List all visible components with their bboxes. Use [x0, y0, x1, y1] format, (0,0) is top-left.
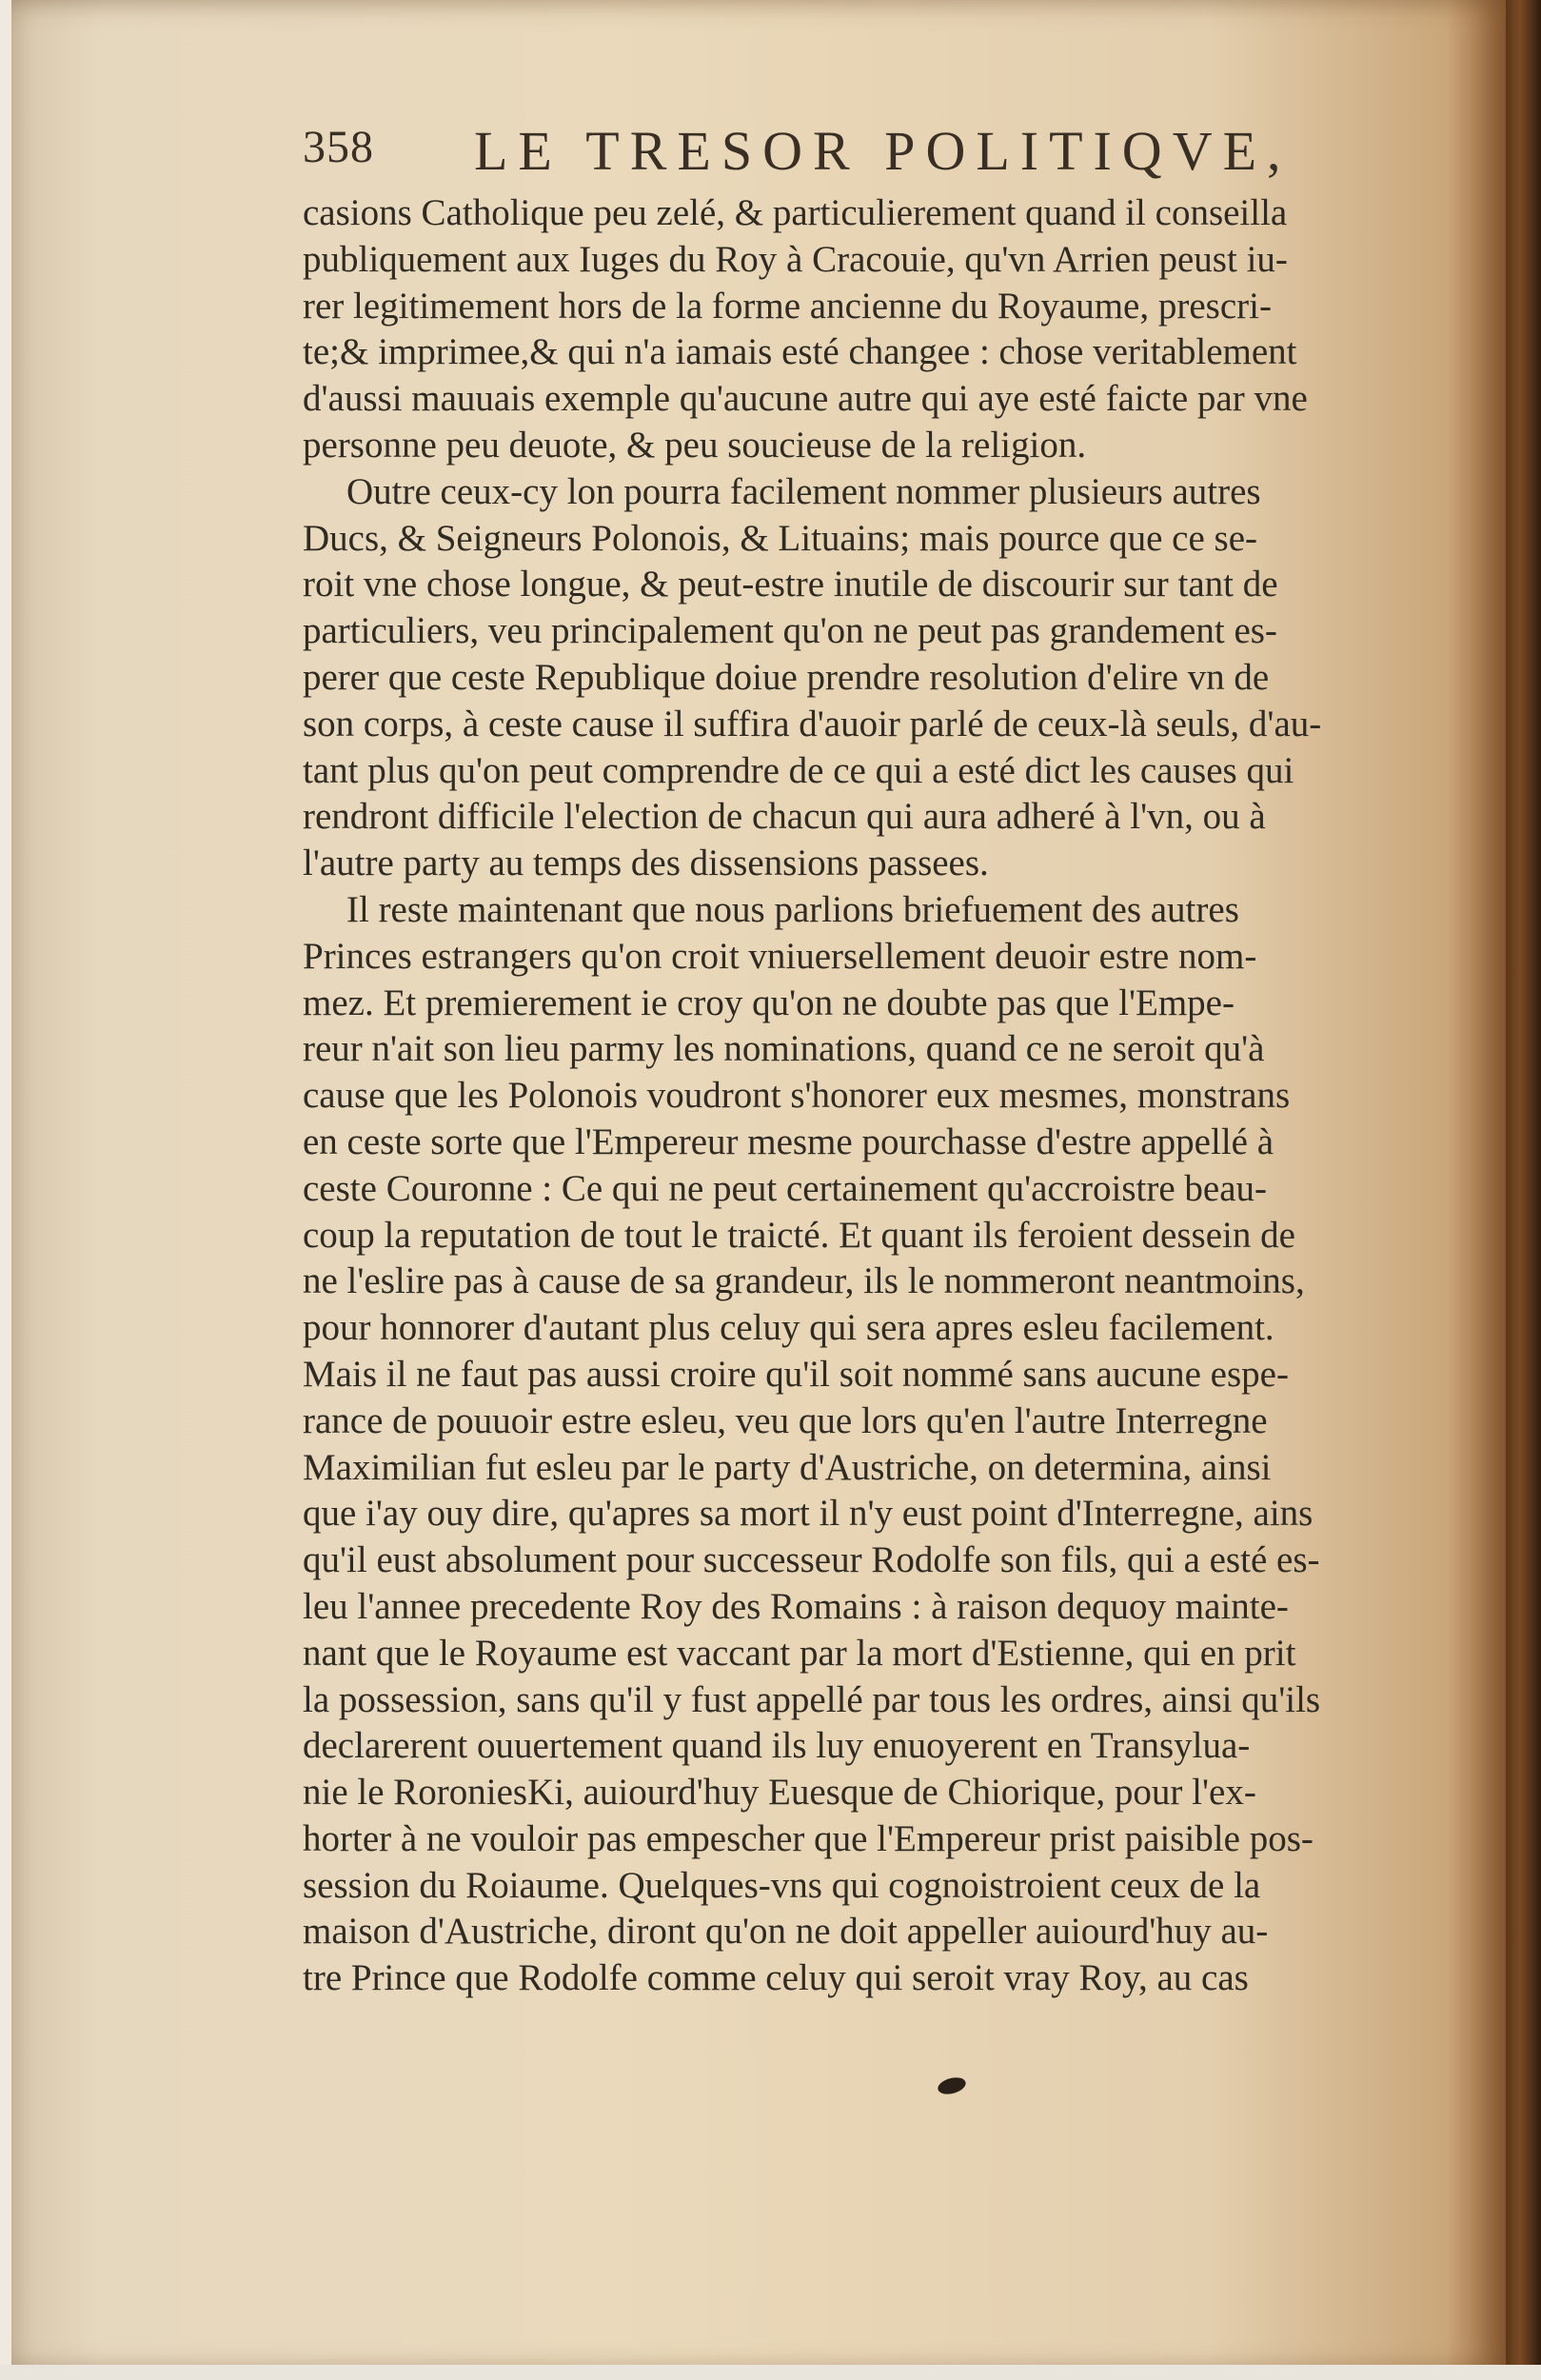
text-line: session du Roiaume. Quelques-vns qui cognoistroient ceux de la: [303, 1864, 1261, 1906]
text-line: personne peu deuote, & peu soucieuse de la religion.: [303, 424, 1087, 466]
page-number: 358: [303, 122, 374, 172]
book-spine: [1506, 0, 1541, 2380]
text-line: horter à ne vouloir pas empescher que l'Empereur prist paisible pos-: [303, 1817, 1314, 1859]
text-line: roit vne chose longue, & peut-estre inutile de discourir sur tant de: [303, 564, 1278, 605]
text-line: coup la reputation de tout le traicté. Et quant ils feroient dessein de: [303, 1214, 1295, 1256]
text-line: que i'ay ouy dire, qu'apres sa mort il n'y eust point d'Interregne, ains: [303, 1493, 1314, 1535]
text-line: son corps, à ceste cause il suffira d'auoir parlé de ceux-là seuls, d'au-: [303, 703, 1322, 744]
text-line: Il reste maintenant que nous parlions briefuement des autres: [346, 888, 1239, 930]
text-line: rendront difficile l'election de chacun qui aura adheré à l'vn, ou à: [303, 796, 1266, 838]
text-line: cause que les Polonois voudront s'honorer eux mesmes, monstrans: [303, 1075, 1291, 1117]
running-title: LE TRESOR POLITIQVE,: [474, 120, 1292, 182]
body-text: [303, 190, 1440, 2002]
text-line: d'aussi mauuais exemple qu'aucune autre qui aye esté faicte par vne: [303, 378, 1308, 420]
text-line: Princes estrangers qu'on croit vniuersellement deuoir estre nom-: [303, 935, 1257, 977]
text-line: nant que le Royaume est vaccant par la mort d'Estienne, qui en prit: [303, 1632, 1296, 1674]
text-line: Maximilian fut esleu par le party d'Austriche, on determina, ainsi: [303, 1446, 1272, 1488]
text-line: nie le RoroniesKi, auiourd'huy Euesque de Chiorique, pour l'ex-: [303, 1772, 1256, 1814]
text-line: leu l'annee precedente Roy des Romains : à raison dequoy mainte-: [303, 1585, 1289, 1627]
text-line: tre Prince que Rodolfe comme celuy qui seroit vray Roy, au cas: [303, 1957, 1249, 1999]
text-line: Ducs, & Seigneurs Polonois, & Lituains; mais pource que ce se-: [303, 517, 1257, 559]
text-line: rance de pouuoir estre esleu, veu que lors qu'en l'autre Interregne: [303, 1399, 1268, 1441]
text-line: la possession, sans qu'il y fust appellé par tous les ordres, ainsi qu'ils: [303, 1678, 1321, 1720]
text-line: pour honnorer d'autant plus celuy qui sera apres esleu facilement.: [303, 1307, 1274, 1349]
text-line: tant plus qu'on peut comprendre de ce qui a esté dict les causes qui: [303, 749, 1294, 791]
text-line: maison d'Austriche, diront qu'on ne doit appeller auiourd'huy au-: [303, 1911, 1269, 1953]
text-line: qu'il eust absolument pour successeur Rodolfe son fils, qui a esté es-: [303, 1539, 1320, 1581]
text-line: l'autre party au temps des dissensions passees.: [303, 843, 989, 884]
text-line: declarerent ouuertement quand ils luy enuoyerent en Transylua-: [303, 1725, 1251, 1767]
text-line: publiquement aux Iuges du Roy à Cracouie, qu'vn Arrien peust iu-: [303, 238, 1288, 280]
text-line: mez. Et premierement ie croy qu'on ne doubte pas que l'Empe-: [303, 982, 1235, 1023]
text-line: Mais il ne faut pas aussi croire qu'il soit nommé sans aucune espe-: [303, 1353, 1289, 1395]
text-line: casions Catholique peu zelé, & particulierement quand il conseilla: [303, 192, 1288, 233]
page-header: [303, 119, 1340, 190]
text-line: reur n'ait son lieu parmy les nominations, quand ce ne seroit qu'à: [303, 1028, 1265, 1070]
text-line: particuliers, veu principalement qu'on ne peut pas grandement es-: [303, 610, 1277, 652]
text-line: te;& imprimee,& qui n'a iamais esté changee : chose veritablement: [303, 331, 1297, 373]
text-line: ne l'eslire pas à cause de sa grandeur, ils le nommeront neantmoins,: [303, 1260, 1305, 1302]
text-line: ceste Couronne : Ce qui ne peut certainement qu'accroistre beau-: [303, 1167, 1268, 1209]
text-line: rer legitimement hors de la forme ancienne du Royaume, prescri-: [303, 285, 1272, 327]
text-line: perer que ceste Republique doiue prendre resolution d'elire vn de: [303, 656, 1270, 698]
text-line: Outre ceux-cy lon pourra facilement nommer plusieurs autres: [346, 470, 1261, 512]
scan-margin: [0, 2365, 1541, 2380]
text-line: en ceste sorte que l'Empereur mesme pourchasse d'estre appellé à: [303, 1121, 1274, 1162]
